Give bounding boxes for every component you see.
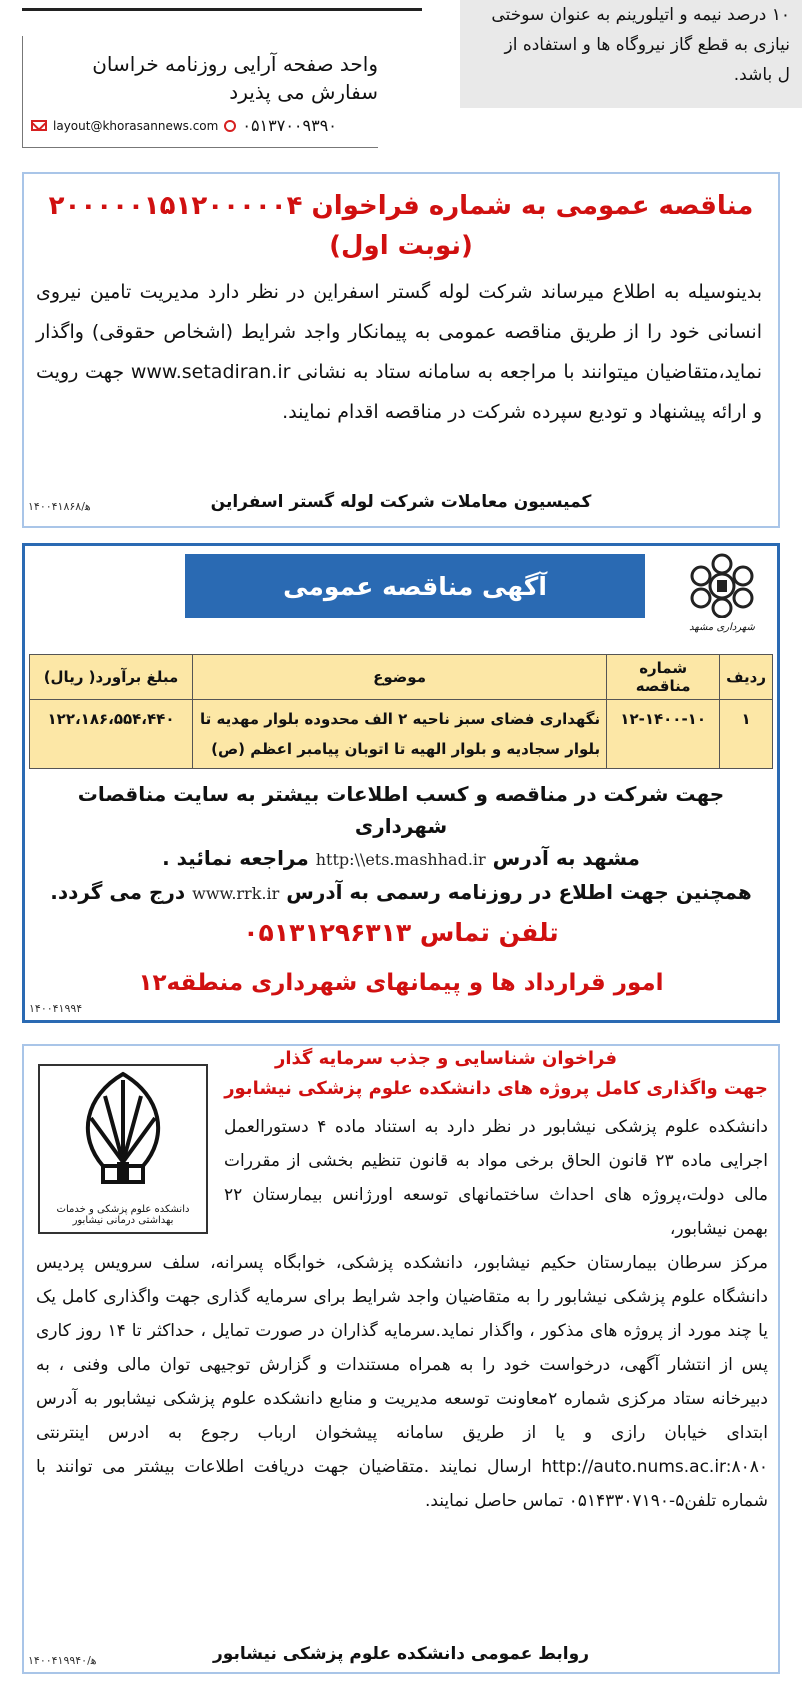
tender-table bbox=[29, 654, 773, 769]
ad2-info bbox=[35, 778, 767, 910]
ad2-info-line3 bbox=[35, 876, 767, 910]
header-estimate: مبلغ برآورد( ریال) bbox=[30, 655, 193, 700]
mail-icon bbox=[31, 120, 47, 131]
ad2-info-line3-post: درج می گردد. bbox=[50, 880, 186, 904]
ad1-body: بدینوسیله به اطلاع میرساند شرکت لوله گستر اسفراین در نظر دارد مدیریت تامین نیروی انسانی خود را از طریق مناقصه عمومی به پیمانکار واجد شرایط (اشخاص حقوقی) واگذار نماید،متقاضیان میتوانند با مراجعه به سامانه ستاد به نشانی www.setadiran.ir جهت رویت و ارائه پیشنهاد و تودیع سپرده شرکت در مناقصه اقدام نمایند. bbox=[36, 281, 762, 423]
ad3-code: ﻫ/۱۴۰۰۴۱۹۹۴۰ bbox=[28, 1654, 97, 1667]
ad2-info-line1: جهت شرکت در مناقصه و کسب اطلاعات بیشتر به سایت مناقصات شهرداری bbox=[77, 782, 725, 838]
ad1-title bbox=[44, 186, 758, 266]
header-row-number: ردیف bbox=[720, 655, 773, 700]
article-line: ۱۰ درصد نیمه و اتیلورینم به عنوان سوختی bbox=[491, 5, 790, 25]
ad3-title-line2: جهت واگذاری کامل پروژه های دانشکده علوم پزشکی نیشابور bbox=[224, 1078, 768, 1099]
university-emblem-icon bbox=[63, 1066, 183, 1196]
layout-phone: ۰۵۱۳۷۰۰۹۳۹۰ bbox=[242, 116, 337, 135]
ad2-office: امور قرارداد ها و پیمانهای شهرداری منطقه۱۲ bbox=[138, 970, 664, 996]
municipality-emblem-icon bbox=[687, 552, 757, 618]
article-line: ل باشد. bbox=[733, 65, 790, 85]
investor-call-ad-neyshabur bbox=[22, 1044, 780, 1674]
cell-subject: نگهداری فضای سبز ناحیه ۲ الف محدوده بلوار مهدیه تا بلوار سجادیه و بلوار الهیه تا اتوبان پیامبر اعظم (ص) bbox=[193, 700, 607, 769]
layout-ad-contact bbox=[31, 116, 337, 135]
layout-email[interactable]: layout@khorasannews.com bbox=[53, 118, 219, 133]
tender-ad-mashhad bbox=[22, 543, 780, 1023]
cell-tender-number: ۱۲-۱۴۰۰-۱۰ bbox=[607, 700, 720, 769]
ad1-code: ﻫ/۱۴۰۰۴۱۸۶۸ bbox=[28, 500, 91, 513]
header-subject: موضوع bbox=[193, 655, 607, 700]
ad1-title-line1: مناقصه عمومی به شماره فراخوان ۲۰۰۰۰۰۱۵۱۲۰۰۰۰۰۴ bbox=[48, 191, 754, 221]
ad3-body-bottom: مرکز سرطان بیمارستان حکیم نیشابور، دانشکده پزشکی، خوابگاه پسرانه، سلف سرویس پردیس دانشگاه علوم پزشکی نیشابور را به متقاضیان واجد شرایط برای سرمایه گذاری جهت واگذاری کامل یک یا چند مورد از پروژه های مذکور ، واگذار نماید.سرمایه گذاران در صورت تمایل ، حداکثر تا ۱۴ روز کاری پس از انتشار آگهی، درخواست خود را به همراه مستندات و گزارش توجیهی توان مالی وفنی ، به دبیرخانه ستاد مرکزی شماره ۲معاونت توسعه مدیریت و منابع دانشکده علوم پزشکی نیشابور به آدرس ابتدای خیابان رازی و یا از طریق سامانه پیشخوان ارباب رجوع به ادرس اینترنتی http://auto.nums.ac.ir:۸۰۸۰ ارسال نمایند .متقاضیان جهت دریافت اطلاعات بیشتر می توانند با شماره تلفن۵-۰۵۱۴۳۳۰۷۱۹۰ تماس حاصل نمایند. bbox=[36, 1253, 768, 1511]
layout-ad-title bbox=[92, 50, 378, 106]
previous-article-fragment bbox=[460, 0, 802, 108]
tender-ad-esfarayen bbox=[22, 172, 780, 528]
ets-mashhad-link[interactable]: http:\\ets.mashhad.ir bbox=[315, 850, 486, 869]
ad2-info-line2 bbox=[35, 842, 767, 876]
ad2-info-line3-pre: همچنین جهت اطلاع در روزنامه رسمی به آدرس bbox=[286, 880, 752, 904]
logo-caption: شهرداری مشهد bbox=[689, 622, 755, 633]
neyshabur-university-logo bbox=[38, 1064, 208, 1234]
ad2-phone: تلفن تماس ۰۵۱۳۱۲۹۶۳۱۳ bbox=[243, 918, 559, 947]
layout-service-ad bbox=[22, 36, 378, 148]
ad2-banner: آگهی مناقصه عمومی bbox=[185, 554, 645, 618]
phone-icon bbox=[224, 120, 236, 132]
header-tender-number: شماره مناقصه bbox=[607, 655, 720, 700]
table-row bbox=[30, 700, 773, 769]
cell-row-number: ۱ bbox=[720, 700, 773, 769]
ad1-footer: کمیسیون معاملات شرکت لوله گستر اسفراین bbox=[210, 492, 592, 512]
cell-estimate: ۱۲۲،۱۸۶،۵۵۴،۴۴۰ bbox=[30, 700, 193, 769]
article-line: نیازی به قطع گاز نیروگاه ها و استفاده از bbox=[504, 35, 790, 55]
ad3-title-line1: فراخوان شناسایی و جذب سرمایه گذار bbox=[274, 1048, 618, 1069]
layout-ad-title-line2: سفارش می پذیرد bbox=[229, 80, 378, 104]
ad3-footer: روابط عمومی دانشکده علوم پزشکی نیشابور bbox=[213, 1644, 589, 1664]
ad2-code: ۱۴۰۰۴۱۹۹۴ bbox=[29, 1002, 83, 1015]
mashhad-municipality-logo bbox=[677, 552, 767, 650]
rrk-link[interactable]: www.rrk.ir bbox=[192, 884, 280, 903]
top-rule bbox=[22, 8, 422, 11]
ad2-info-line2-pre: مشهد به آدرس bbox=[492, 846, 640, 870]
logo-caption: دانشکده علوم پزشکی و خدمات بهداشتی درمانی نیشابور bbox=[56, 1204, 190, 1226]
layout-ad-title-line1: واحد صفحه آرایی روزنامه خراسان bbox=[92, 52, 378, 76]
table-header-row bbox=[30, 655, 773, 700]
ad3-body-top: دانشکده علوم پزشکی نیشابور در نظر دارد به استناد ماده ۴ دستورالعمل اجرایی ماده ۲۳ قانون الحاق برخی مواد به قانون تنظیم بخشی از مقررات مالی دولت،پروژه های احداث ساختمانهای توسعه اورژانس بیمارستان ۲۲ بهمن نیشابور، bbox=[224, 1117, 768, 1239]
ad1-title-line2: (نوبت اول) bbox=[329, 231, 473, 261]
ad2-info-line2-post: مراجعه نمائید . bbox=[162, 846, 309, 870]
